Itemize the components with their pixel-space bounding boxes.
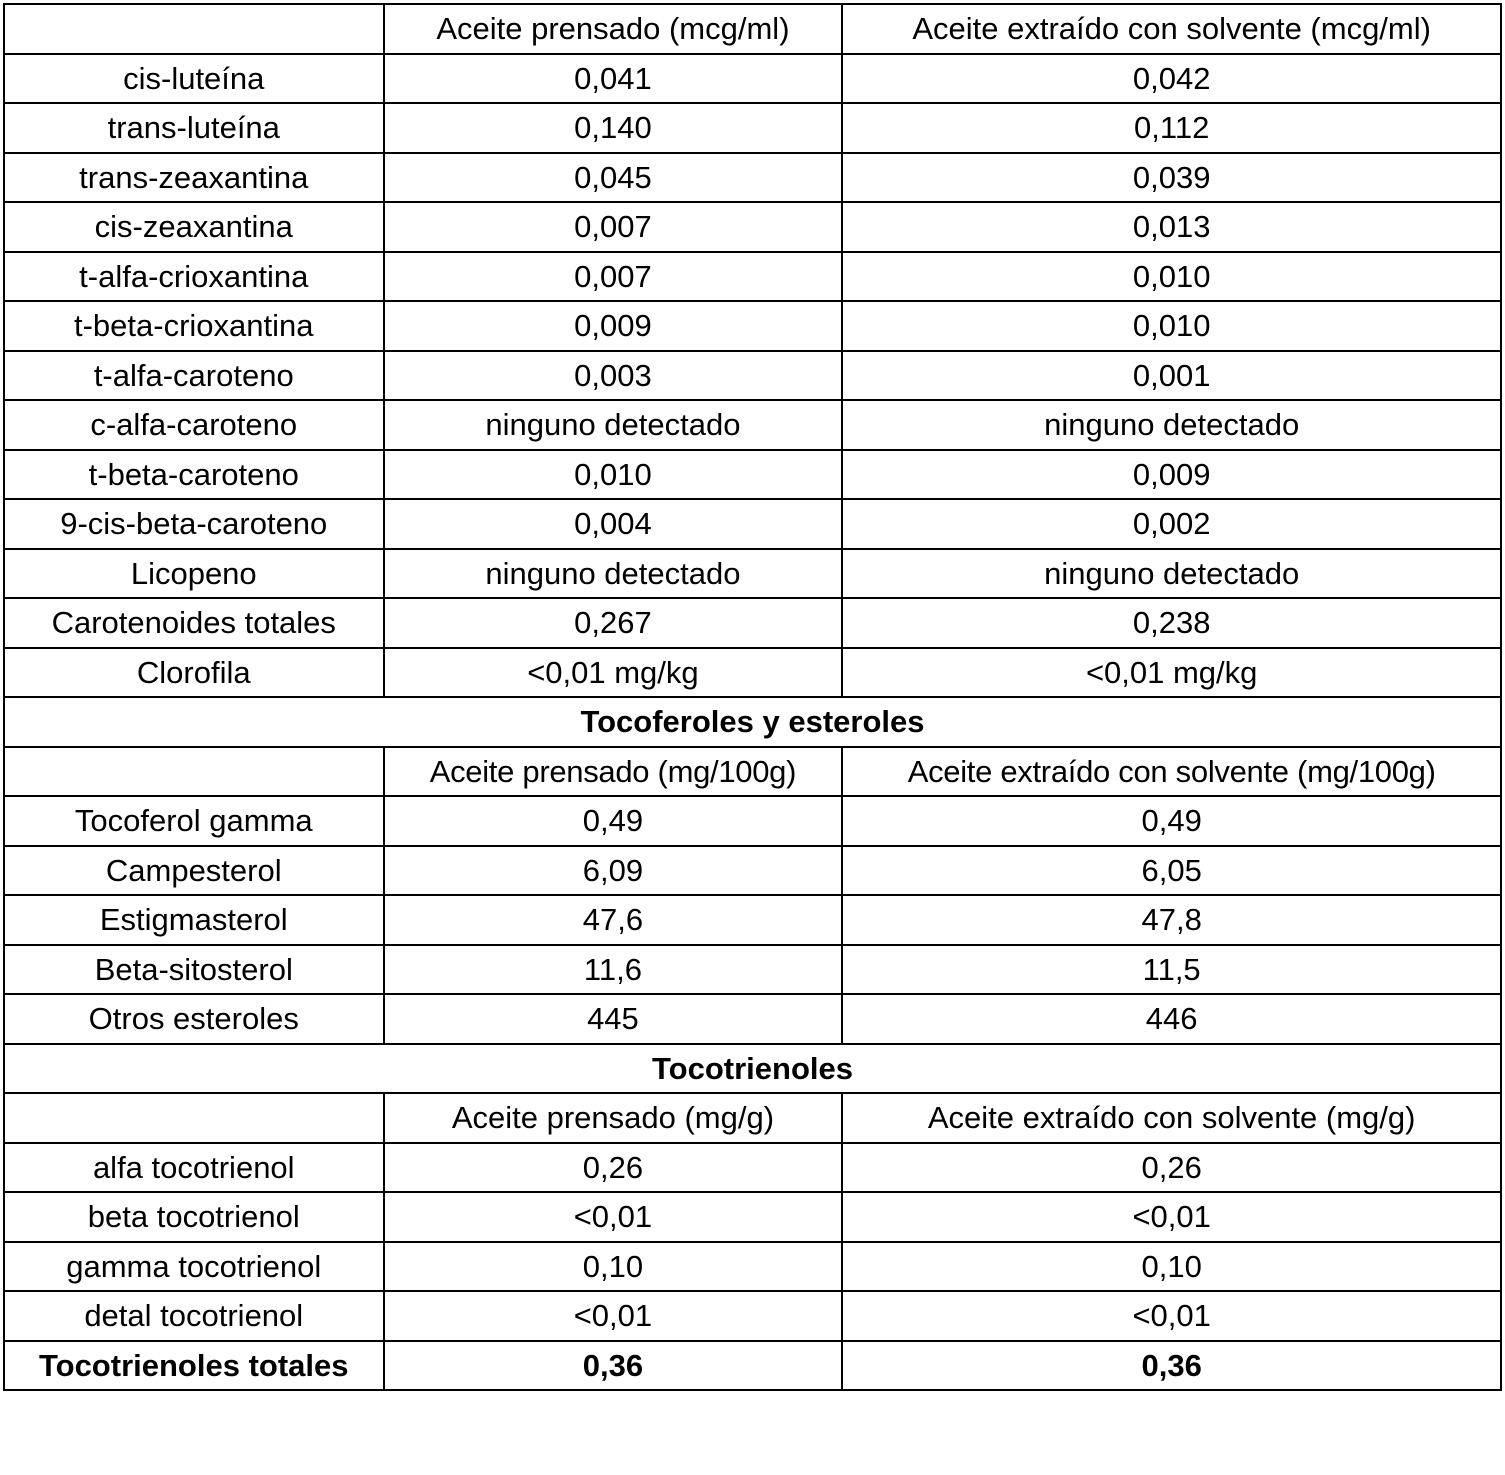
solvent-oil-value: 47,8: [842, 895, 1501, 945]
table-row: [4, 796, 1501, 846]
table-row: [4, 400, 1501, 450]
pressed-oil-total: 0,36: [384, 1341, 843, 1391]
table-row: [4, 945, 1501, 995]
pressed-oil-value: 0,10: [384, 1242, 843, 1292]
header-blank: [4, 4, 384, 54]
compound-name: gamma tocotrienol: [4, 1242, 384, 1292]
table-row: [4, 301, 1501, 351]
solvent-oil-value: 0,010: [842, 301, 1501, 351]
pressed-oil-value: 0,26: [384, 1143, 843, 1193]
pressed-oil-value: <0,01: [384, 1192, 843, 1242]
column-header: Aceite prensado (mg/100g): [384, 747, 843, 797]
table-row: [4, 450, 1501, 500]
column-header: Aceite extraído con solvente (mg/100g): [842, 747, 1501, 797]
solvent-oil-total: 0,36: [842, 1341, 1501, 1391]
compound-name: c-alfa-caroteno: [4, 400, 384, 450]
total-label: Tocotrienoles totales: [4, 1341, 384, 1391]
header-row: [4, 747, 1501, 797]
section-title: Tocoferoles y esteroles: [4, 697, 1501, 747]
pressed-oil-value: 0,045: [384, 153, 843, 203]
table-row: [4, 1192, 1501, 1242]
header-row: [4, 4, 1501, 54]
solvent-oil-value: 0,013: [842, 202, 1501, 252]
table-row: [4, 1291, 1501, 1341]
solvent-oil-value: ninguno detectado: [842, 549, 1501, 599]
compound-name: 9-cis-beta-caroteno: [4, 499, 384, 549]
table-row: [4, 1242, 1501, 1292]
pressed-oil-value: ninguno detectado: [384, 400, 843, 450]
pressed-oil-value: 0,009: [384, 301, 843, 351]
compound-name: cis-zeaxantina: [4, 202, 384, 252]
compound-name: Tocoferol gamma: [4, 796, 384, 846]
compound-name: Campesterol: [4, 846, 384, 896]
table-row: [4, 846, 1501, 896]
solvent-oil-value: 0,042: [842, 54, 1501, 104]
compound-name: Clorofila: [4, 648, 384, 698]
table-row: [4, 103, 1501, 153]
section-title-row: [4, 697, 1501, 747]
pressed-oil-value: <0,01 mg/kg: [384, 648, 843, 698]
solvent-oil-value: 0,49: [842, 796, 1501, 846]
pressed-oil-value: 0,004: [384, 499, 843, 549]
compound-name: cis-luteína: [4, 54, 384, 104]
pressed-oil-value: 6,09: [384, 846, 843, 896]
solvent-oil-value: 0,009: [842, 450, 1501, 500]
header-blank: [4, 747, 384, 797]
compound-name: detal tocotrienol: [4, 1291, 384, 1341]
compound-name: Estigmasterol: [4, 895, 384, 945]
pressed-oil-value: 0,010: [384, 450, 843, 500]
compound-name: trans-zeaxantina: [4, 153, 384, 203]
pressed-oil-value: 11,6: [384, 945, 843, 995]
pressed-oil-value: 445: [384, 994, 843, 1044]
table-row: [4, 549, 1501, 599]
table-row: [4, 994, 1501, 1044]
solvent-oil-value: <0,01: [842, 1192, 1501, 1242]
column-header: Aceite prensado (mg/g): [384, 1093, 843, 1143]
pressed-oil-value: <0,01: [384, 1291, 843, 1341]
column-header: Aceite prensado (mcg/ml): [384, 4, 843, 54]
compound-name: t-alfa-crioxantina: [4, 252, 384, 302]
composition-table: [3, 3, 1502, 1391]
pressed-oil-value: 0,49: [384, 796, 843, 846]
compound-name: t-beta-crioxantina: [4, 301, 384, 351]
table-row: [4, 202, 1501, 252]
table-row: [4, 252, 1501, 302]
header-blank: [4, 1093, 384, 1143]
table-row: [4, 648, 1501, 698]
pressed-oil-value: 0,003: [384, 351, 843, 401]
compound-name: trans-luteína: [4, 103, 384, 153]
pressed-oil-value: 0,007: [384, 202, 843, 252]
table-row: [4, 1143, 1501, 1193]
table-row: [4, 598, 1501, 648]
pressed-oil-value: 0,140: [384, 103, 843, 153]
compound-name: Licopeno: [4, 549, 384, 599]
compound-name: Beta-sitosterol: [4, 945, 384, 995]
solvent-oil-value: ninguno detectado: [842, 400, 1501, 450]
compound-name: beta tocotrienol: [4, 1192, 384, 1242]
pressed-oil-value: 0,041: [384, 54, 843, 104]
compound-name: t-beta-caroteno: [4, 450, 384, 500]
table-row: [4, 895, 1501, 945]
section-title-row: [4, 1044, 1501, 1094]
solvent-oil-value: 11,5: [842, 945, 1501, 995]
compound-name: alfa tocotrienol: [4, 1143, 384, 1193]
solvent-oil-value: 446: [842, 994, 1501, 1044]
solvent-oil-value: 0,002: [842, 499, 1501, 549]
solvent-oil-value: 0,112: [842, 103, 1501, 153]
table-row: [4, 499, 1501, 549]
pressed-oil-value: 0,007: [384, 252, 843, 302]
solvent-oil-value: 0,238: [842, 598, 1501, 648]
compound-name: t-alfa-caroteno: [4, 351, 384, 401]
column-header: Aceite extraído con solvente (mg/g): [842, 1093, 1501, 1143]
header-row: [4, 1093, 1501, 1143]
table-row: [4, 54, 1501, 104]
solvent-oil-value: 0,039: [842, 153, 1501, 203]
solvent-oil-value: 0,26: [842, 1143, 1501, 1193]
pressed-oil-value: 47,6: [384, 895, 843, 945]
solvent-oil-value: 0,010: [842, 252, 1501, 302]
compound-name: Otros esteroles: [4, 994, 384, 1044]
solvent-oil-value: 0,001: [842, 351, 1501, 401]
table-body: [4, 4, 1501, 1390]
total-row: [4, 1341, 1501, 1391]
section-title: Tocotrienoles: [4, 1044, 1501, 1094]
solvent-oil-value: 6,05: [842, 846, 1501, 896]
table-row: [4, 351, 1501, 401]
solvent-oil-value: <0,01: [842, 1291, 1501, 1341]
pressed-oil-value: ninguno detectado: [384, 549, 843, 599]
compound-name: Carotenoides totales: [4, 598, 384, 648]
pressed-oil-value: 0,267: [384, 598, 843, 648]
table-row: [4, 153, 1501, 203]
column-header: Aceite extraído con solvente (mcg/ml): [842, 4, 1501, 54]
solvent-oil-value: 0,10: [842, 1242, 1501, 1292]
solvent-oil-value: <0,01 mg/kg: [842, 648, 1501, 698]
